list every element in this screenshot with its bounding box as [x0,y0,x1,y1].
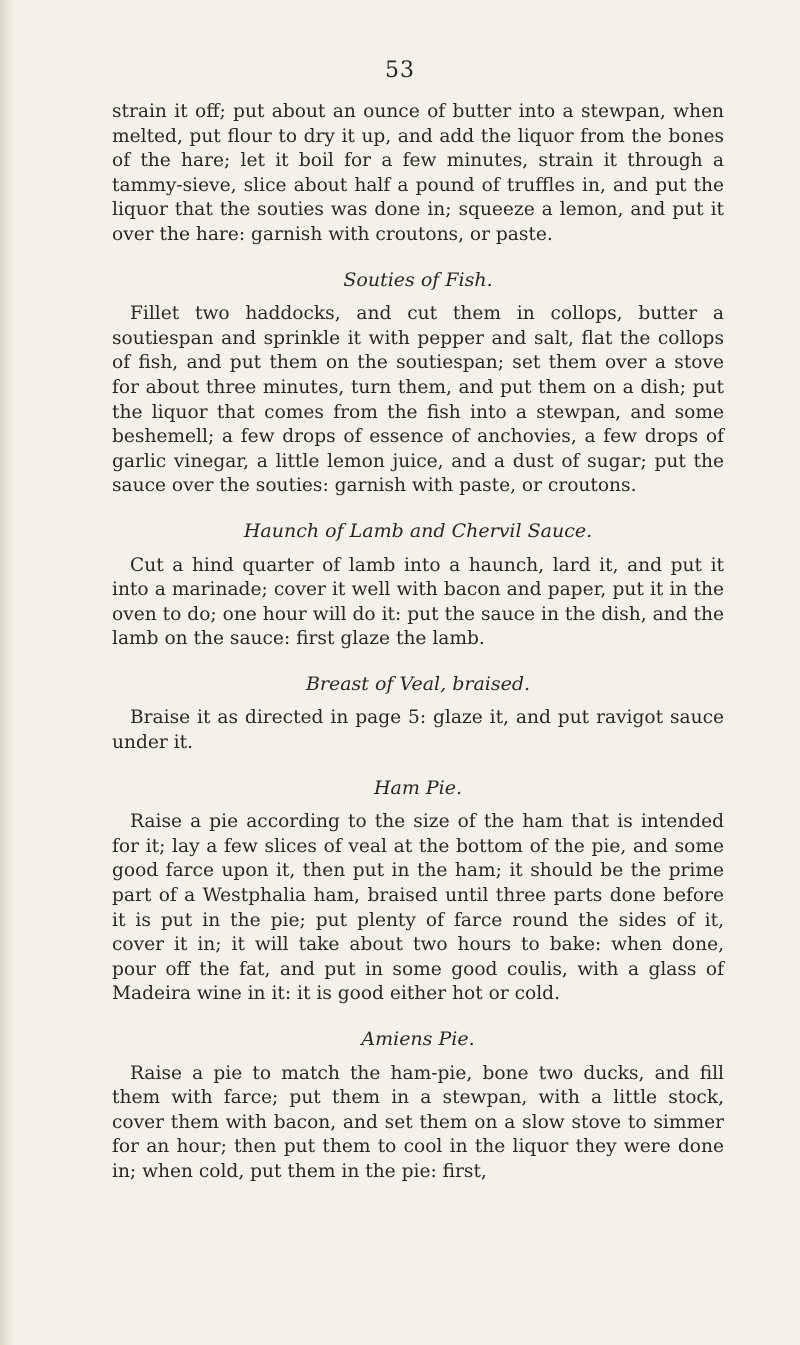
recipe-heading: Souties of Fish. [343,268,493,291]
recipe-body: Fillet two haddocks, and cut them in collops, butter a soutiespan and sprinkle it with pepper and salt, flat the collops of fish, and put them on the soutiespan; set them over a stove for about three minutes, turn them, and put them on a dish; put the liquor that comes from the fish into a stewpan, and some beshemell; a few drops of essence of anchovies, a few drops of garlic vinegar, a little lemon juice, and a dust of sugar; put the sauce over the souties: garnish with paste, or croutons. [112,303,724,497]
recipe-heading: Ham Pie. [373,776,463,799]
page-text [112,100,724,1185]
page-number: 53 [385,58,415,83]
recipe-heading: Breast of Veal, braised. [305,672,531,695]
recipe-heading: Haunch of Lamb and Chervil Sauce. [243,519,593,542]
recipe-body: Raise a pie to match the ham-pie, bone two ducks, and fill them with farce; put them in a stewpan, with a little stock, cover them with bacon, and set them on a slow stove to simmer for an hour; then put them to cool in the liquor they were done in; when cold, put them in the pie: first, [112,1062,724,1182]
recipe-heading: Amiens Pie. [361,1028,475,1050]
recipe-body: Braise it as directed in page 5: glaze it, and put ravigot sauce under it. [112,707,724,754]
recipe-body: Cut a hind quarter of lamb into a haunch, lard it, and put it into a marinade; cover it well with bacon and paper, put it in the oven to do; one hour will do it: put the sauce in the dish, and the lamb on the sauce: first glaze the lamb. [112,554,724,650]
page-edge-shadow [0,0,14,1345]
recipe-body: Raise a pie according to the size of the ham that is intended for it; lay a few slices of veal at the bottom of the pie, and some good farce upon it, then put in the ham; it should be the prime part of a Westphalia ham, braised until three parts done before it is put in the pie; put plenty of farce round the sides of it, cover it in; it will take about two hours to bake: when done, pour off the fat, and put in some good coulis, with a glass of Madeira wine in it: it is good either hot or cold. [112,811,724,1005]
intro-paragraph: strain it off; put about an ounce of butter into a stewpan, when melted, put flour to dry it up, and add the liquor from the bones of the hare; let it boil for a few minutes, strain it through a tammy-sieve, slice about half a pound of truffles in, and put the liquor that the souties was done in; squeeze a lemon, and put it over the hare: garnish with croutons, or paste. [112,101,724,245]
